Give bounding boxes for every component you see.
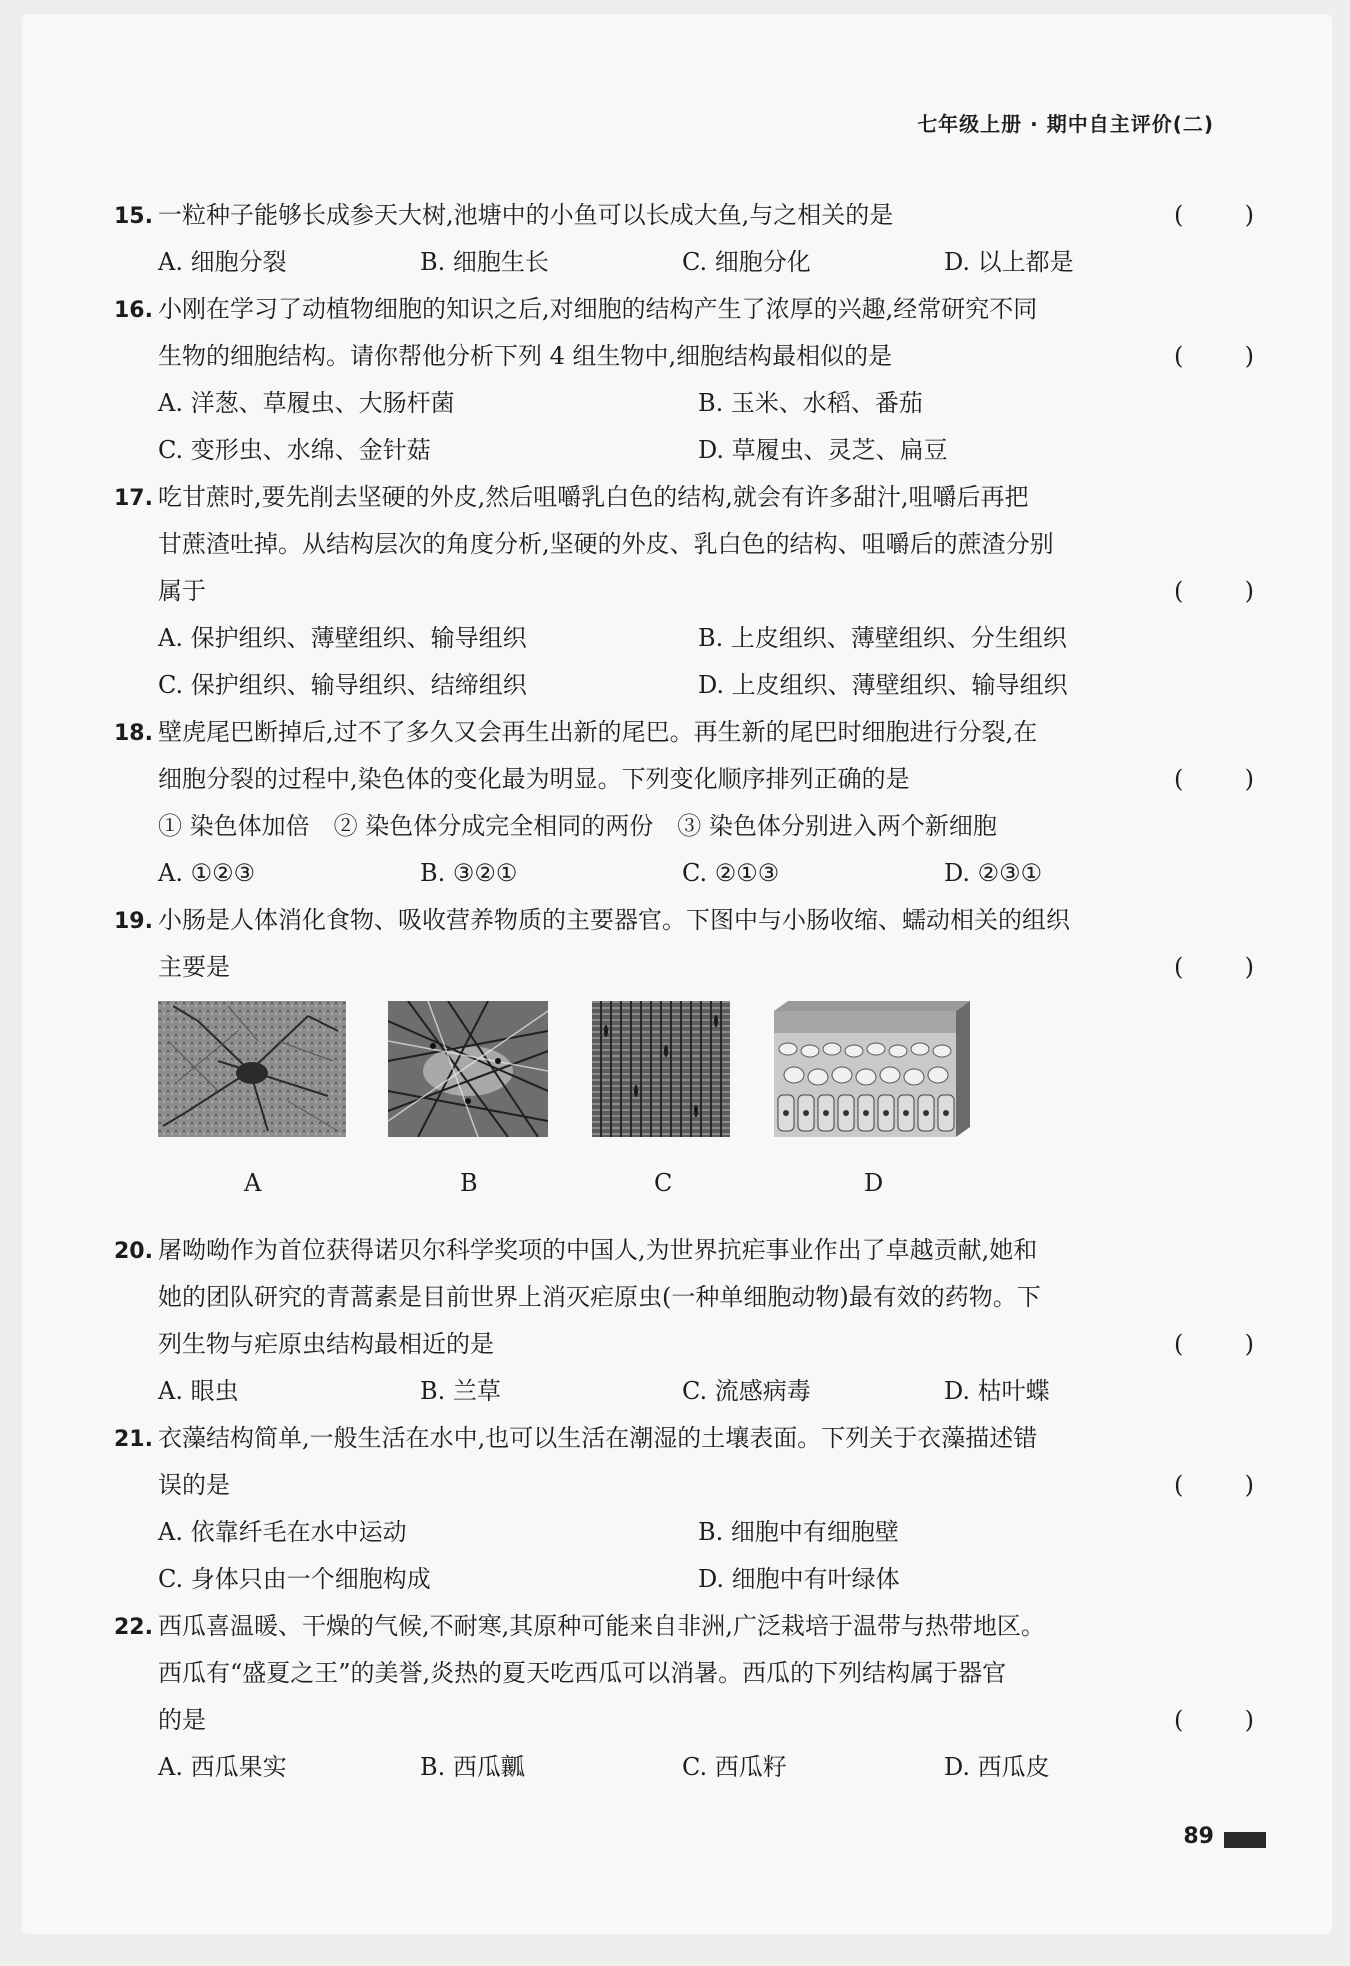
- option-row: [114, 380, 1254, 427]
- figure-label-a: A: [244, 1169, 262, 1197]
- question-number: 19.: [114, 909, 153, 934]
- option-c[interactable]: C. 细胞分化: [682, 248, 811, 276]
- option-a[interactable]: A. 细胞分裂: [158, 248, 287, 276]
- question-stem-line: [114, 192, 1254, 239]
- question-18: [114, 709, 1254, 897]
- answer-blank[interactable]: ( ): [1174, 765, 1254, 793]
- option-b[interactable]: B. 细胞中有细胞壁: [698, 1518, 899, 1546]
- answer-blank[interactable]: ( ): [1174, 1330, 1254, 1358]
- question-22: [114, 1603, 1254, 1791]
- question-number: 15.: [114, 204, 153, 229]
- question-text: 衣藻结构简单,一般生活在水中,也可以生活在潮湿的土壤表面。下列关于衣藻描述错: [158, 1424, 1038, 1452]
- option-b[interactable]: B. 兰草: [420, 1377, 501, 1405]
- option-b[interactable]: B. ③②①: [420, 859, 518, 887]
- option-d[interactable]: D. 西瓜皮: [944, 1753, 1050, 1781]
- option-b[interactable]: B. 上皮组织、薄壁组织、分生组织: [698, 624, 1067, 652]
- question-number: 21.: [114, 1427, 153, 1452]
- question-stem-line: [114, 944, 1254, 991]
- page-number: 89: [1183, 1824, 1214, 1849]
- option-a[interactable]: A. ①②③: [158, 859, 256, 887]
- question-text: 屠呦呦作为首位获得诺贝尔科学奖项的中国人,为世界抗疟事业作出了卓越贡献,她和: [158, 1236, 1038, 1264]
- option-row: [114, 1368, 1254, 1415]
- figure-label-d: D: [864, 1169, 884, 1197]
- steps-text: ① 染色体加倍 ② 染色体分成完全相同的两份 ③ 染色体分别进入两个新细胞: [158, 812, 997, 840]
- figure-label-b: B: [460, 1169, 478, 1197]
- option-row: [114, 662, 1254, 709]
- option-row: [114, 1556, 1254, 1603]
- question-text: 吃甘蔗时,要先削去坚硬的外皮,然后咀嚼乳白色的结构,就会有许多甜汁,咀嚼后再把: [158, 483, 1029, 511]
- answer-blank[interactable]: ( ): [1174, 953, 1254, 981]
- option-c[interactable]: C. ②①③: [682, 859, 780, 887]
- question-stem-line: [114, 1274, 1254, 1321]
- question-stem-line: [114, 1603, 1254, 1650]
- question-stem-line: [114, 1415, 1254, 1462]
- option-d[interactable]: D. 草履虫、灵芝、扁豆: [698, 436, 948, 464]
- question-stem-line: [114, 1321, 1254, 1368]
- figure-label-c: C: [654, 1169, 673, 1197]
- question-text: 属于: [158, 577, 206, 605]
- epithelial-tissue-image[interactable]: [774, 1001, 970, 1139]
- option-row: [114, 239, 1254, 286]
- option-a[interactable]: A. 依靠纤毛在水中运动: [158, 1518, 407, 1546]
- option-row: [114, 427, 1254, 474]
- question-text: 她的团队研究的青蒿素是目前世界上消灭疟原虫(一种单细胞动物)最有效的药物。下: [158, 1283, 1041, 1311]
- question-text: 甘蔗渣吐掉。从结构层次的角度分析,坚硬的外皮、乳白色的结构、咀嚼后的蔗渣分别: [158, 530, 1054, 558]
- question-16: [114, 286, 1254, 474]
- option-row: [114, 1509, 1254, 1556]
- option-c[interactable]: C. 身体只由一个细胞构成: [158, 1565, 431, 1593]
- question-stem-line: [114, 756, 1254, 803]
- option-a[interactable]: A. 保护组织、薄壁组织、输导组织: [158, 624, 527, 652]
- question-number: 17.: [114, 486, 153, 511]
- question-stem-line: [114, 1697, 1254, 1744]
- question-text: 的是: [158, 1706, 206, 1734]
- question-text: 误的是: [158, 1471, 230, 1499]
- question-text: 列生物与疟原虫结构最相近的是: [158, 1330, 494, 1358]
- option-c[interactable]: C. 流感病毒: [682, 1377, 811, 1405]
- option-d[interactable]: D. 上皮组织、薄壁组织、输导组织: [698, 671, 1068, 699]
- question-stem-line: [114, 286, 1254, 333]
- option-row: [114, 1744, 1254, 1791]
- option-a[interactable]: A. 西瓜果实: [158, 1753, 287, 1781]
- nerve-tissue-image[interactable]: [158, 1001, 346, 1137]
- option-a[interactable]: A. 眼虫: [158, 1377, 239, 1405]
- option-b[interactable]: B. 西瓜瓤: [420, 1753, 525, 1781]
- question-number: 18.: [114, 721, 153, 746]
- question-number: 16.: [114, 298, 153, 323]
- option-c[interactable]: C. 变形虫、水绵、金针菇: [158, 436, 431, 464]
- answer-blank[interactable]: ( ): [1174, 342, 1254, 370]
- question-20: [114, 1227, 1254, 1415]
- question-19: [114, 897, 1254, 1247]
- question-21: [114, 1415, 1254, 1603]
- question-stem-line: [114, 1650, 1254, 1697]
- question-stem-line: [114, 897, 1254, 944]
- option-b[interactable]: B. 细胞生长: [420, 248, 549, 276]
- page-header: 七年级上册 · 期中自主评价(二): [917, 112, 1214, 136]
- option-c[interactable]: C. 保护组织、输导组织、结缔组织: [158, 671, 527, 699]
- question-text: 西瓜有“盛夏之王”的美誉,炎热的夏天吃西瓜可以消暑。西瓜的下列结构属于器官: [158, 1659, 1007, 1687]
- option-row: [114, 615, 1254, 662]
- question-text: 细胞分裂的过程中,染色体的变化最为明显。下列变化顺序排列正确的是: [158, 765, 910, 793]
- question-stem-line: [114, 474, 1254, 521]
- option-d[interactable]: D. 以上都是: [944, 248, 1074, 276]
- page-number-bar: [1224, 1832, 1266, 1848]
- option-b[interactable]: B. 玉米、水稻、番茄: [698, 389, 923, 417]
- question-text: 小刚在学习了动植物细胞的知识之后,对细胞的结构产生了浓厚的兴趣,经常研究不同: [158, 295, 1038, 323]
- question-text: 主要是: [158, 953, 230, 981]
- tissue-figures: [114, 1001, 1254, 1247]
- question-text: 西瓜喜温暖、干燥的气候,不耐寒,其原种可能来自非洲,广泛栽培于温带与热带地区。: [158, 1612, 1045, 1640]
- muscle-tissue-image[interactable]: [592, 1001, 730, 1137]
- answer-blank[interactable]: ( ): [1174, 577, 1254, 605]
- question-text: 一粒种子能够长成参天大树,池塘中的小鱼可以长成大鱼,与之相关的是: [158, 201, 894, 229]
- question-number: 22.: [114, 1615, 153, 1640]
- answer-blank[interactable]: ( ): [1174, 1706, 1254, 1734]
- question-text: 小肠是人体消化食物、吸收营养物质的主要器官。下图中与小肠收缩、蠕动相关的组织: [158, 906, 1070, 934]
- process-steps: [114, 803, 1254, 850]
- question-text: 壁虎尾巴断掉后,过不了多久又会再生出新的尾巴。再生新的尾巴时细胞进行分裂,在: [158, 718, 1038, 746]
- question-stem-line: [114, 1462, 1254, 1509]
- option-row: [114, 850, 1254, 897]
- question-stem-line: [114, 568, 1254, 615]
- option-d[interactable]: D. ②③①: [944, 859, 1043, 887]
- question-stem-line: [114, 521, 1254, 568]
- worksheet-page: [22, 14, 1332, 1934]
- question-15: [114, 192, 1254, 286]
- question-stem-line: [114, 333, 1254, 380]
- option-a[interactable]: A. 洋葱、草履虫、大肠杆菌: [158, 389, 455, 417]
- question-number: 20.: [114, 1239, 153, 1264]
- question-text: 生物的细胞结构。请你帮他分析下列 4 组生物中,细胞结构最相似的是: [158, 342, 893, 370]
- option-d[interactable]: D. 枯叶蝶: [944, 1377, 1050, 1405]
- question-list: [114, 192, 1254, 1791]
- answer-blank[interactable]: ( ): [1174, 1471, 1254, 1499]
- connective-tissue-image[interactable]: [388, 1001, 548, 1137]
- question-stem-line: [114, 1227, 1254, 1274]
- option-c[interactable]: C. 西瓜籽: [682, 1753, 787, 1781]
- question-stem-line: [114, 709, 1254, 756]
- question-17: [114, 474, 1254, 709]
- option-d[interactable]: D. 细胞中有叶绿体: [698, 1565, 900, 1593]
- answer-blank[interactable]: ( ): [1174, 201, 1254, 229]
